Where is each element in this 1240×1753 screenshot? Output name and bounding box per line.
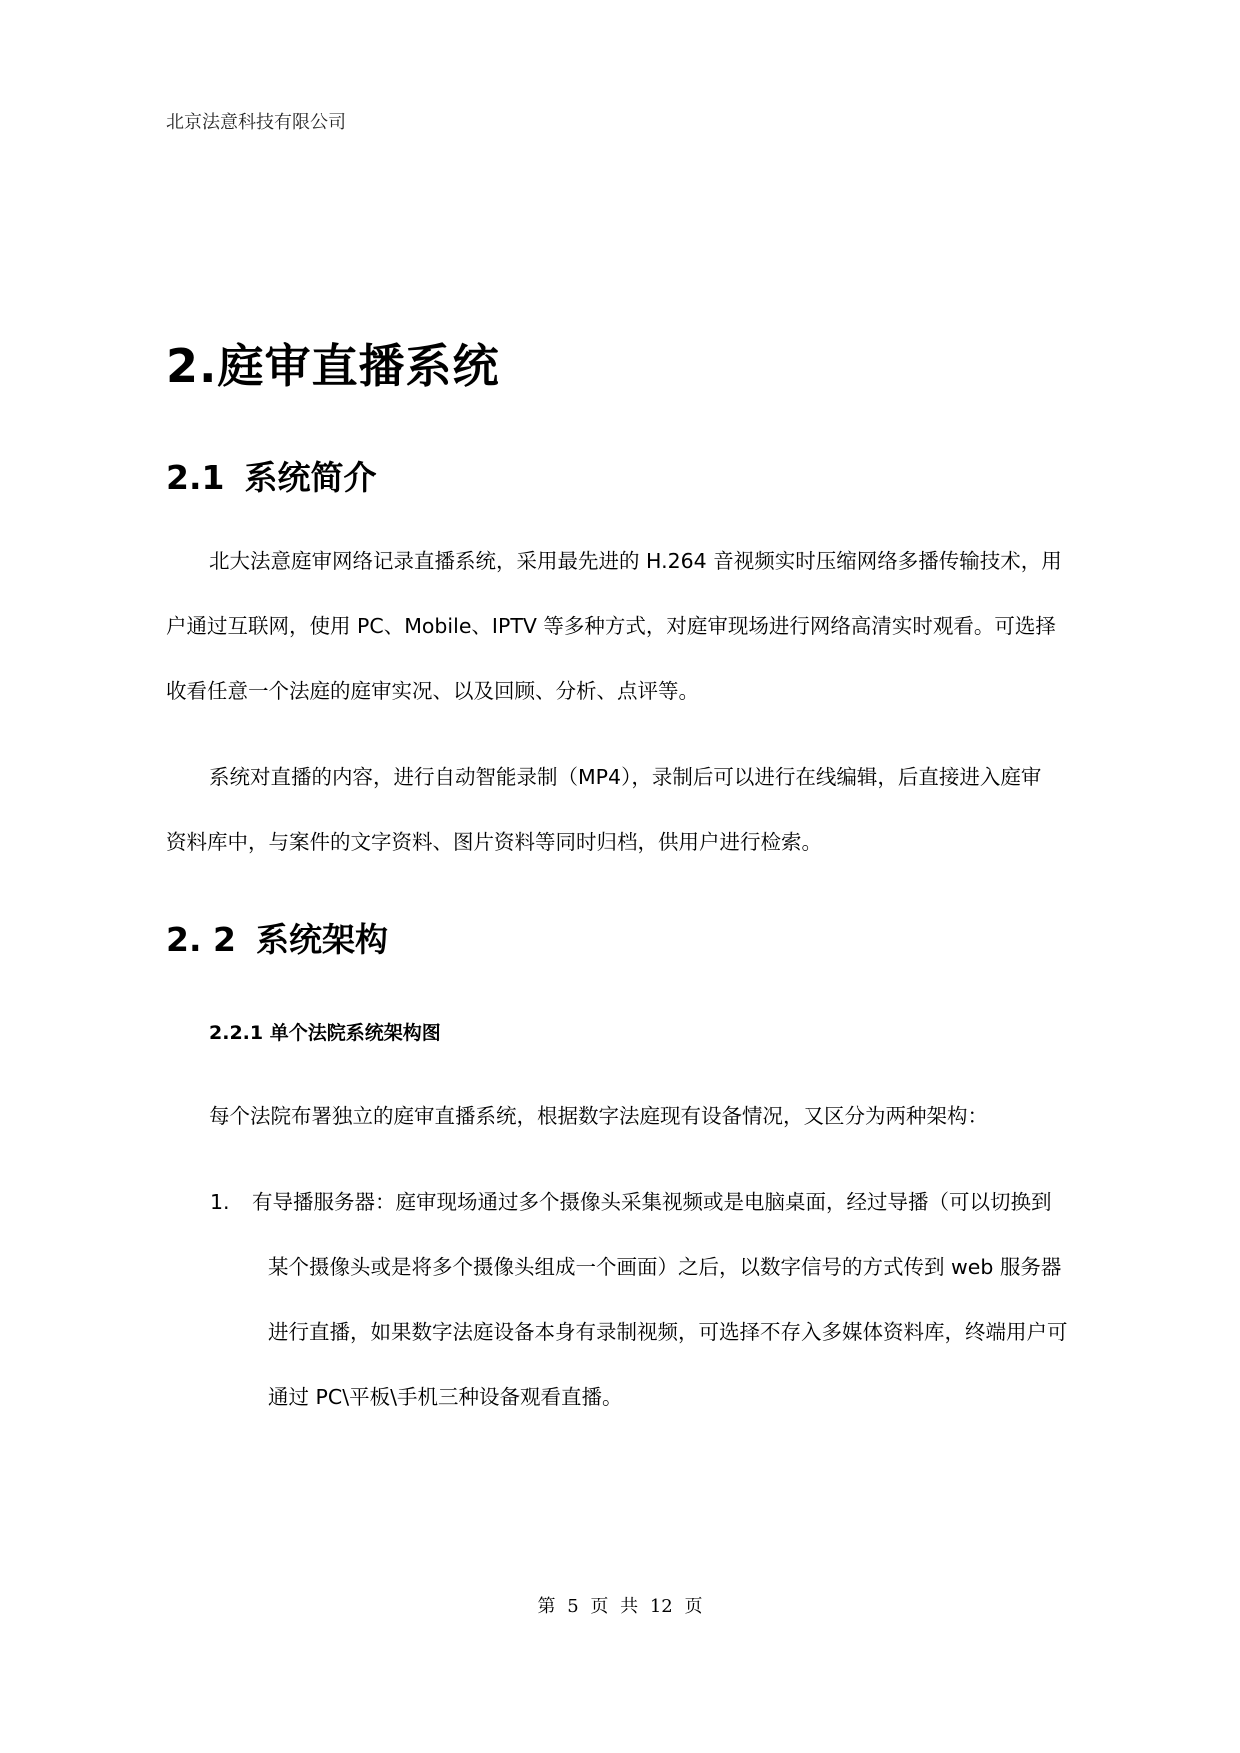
chapter-title: 2.庭审直播系统 [166, 339, 500, 393]
paragraph-line: 每个法院布署独立的庭审直播系统，根据数字法庭现有设备情况，又区分为两种架构： [209, 1104, 988, 1128]
list-number: 1. [210, 1190, 230, 1214]
paragraph-line: 资料库中，与案件的文字资料、图片资料等同时归档，供用户进行检索。 [166, 830, 822, 854]
numbered-list-item [210, 1170, 1080, 1430]
list-item-line: 有导播服务器：庭审现场通过多个摄像头采集视频或是电脑桌面，经过导播（可以切换到 [252, 1190, 1052, 1214]
section-heading-2-1 [166, 452, 376, 499]
section-heading-2-2 [166, 914, 388, 961]
intro-paragraph-1 [166, 529, 1076, 724]
list-item-line: 进行直播，如果数字法庭设备本身有录制视频，可选择不存入多媒体资料库，终端用户可 [268, 1320, 1068, 1344]
paragraph-line: 户通过互联网，使用 PC、Mobile、IPTV 等多种方式，对庭审现场进行网络高清实时观看。可选择 [166, 614, 1056, 638]
paragraph-line: 收看任意一个法庭的庭审实况、以及回顾、分析、点评等。 [166, 679, 699, 703]
paragraph-line: 北大法意庭审网络记录直播系统，采用最先进的 H.264 音视频实时压缩网络多播传输技术，用 [209, 549, 1062, 573]
page-header: 北京法意科技有限公司 [166, 112, 346, 133]
list-item-line: 某个摄像头或是将多个摄像头组成一个画面）之后，以数字信号的方式传到 web 服务器 [268, 1255, 1062, 1279]
section-number: 2.1 [166, 458, 225, 497]
architecture-intro-paragraph [166, 1084, 1076, 1149]
intro-paragraph-2 [166, 745, 1076, 875]
list-item-line: 通过 PC\平板\手机三种设备观看直播。 [268, 1385, 623, 1409]
section-title: 系统架构 [255, 920, 388, 959]
section-number: 2. 2 [166, 920, 236, 959]
paragraph-line: 系统对直播的内容，进行自动智能录制（MP4），录制后可以进行在线编辑，后直接进入庭审 [209, 765, 1042, 789]
page-footer: 第 5 页 共 12 页 [537, 1596, 703, 1617]
subsection-heading-2-2-1: 2.2.1 单个法院系统架构图 [209, 1022, 441, 1044]
section-title: 系统简介 [244, 458, 377, 497]
